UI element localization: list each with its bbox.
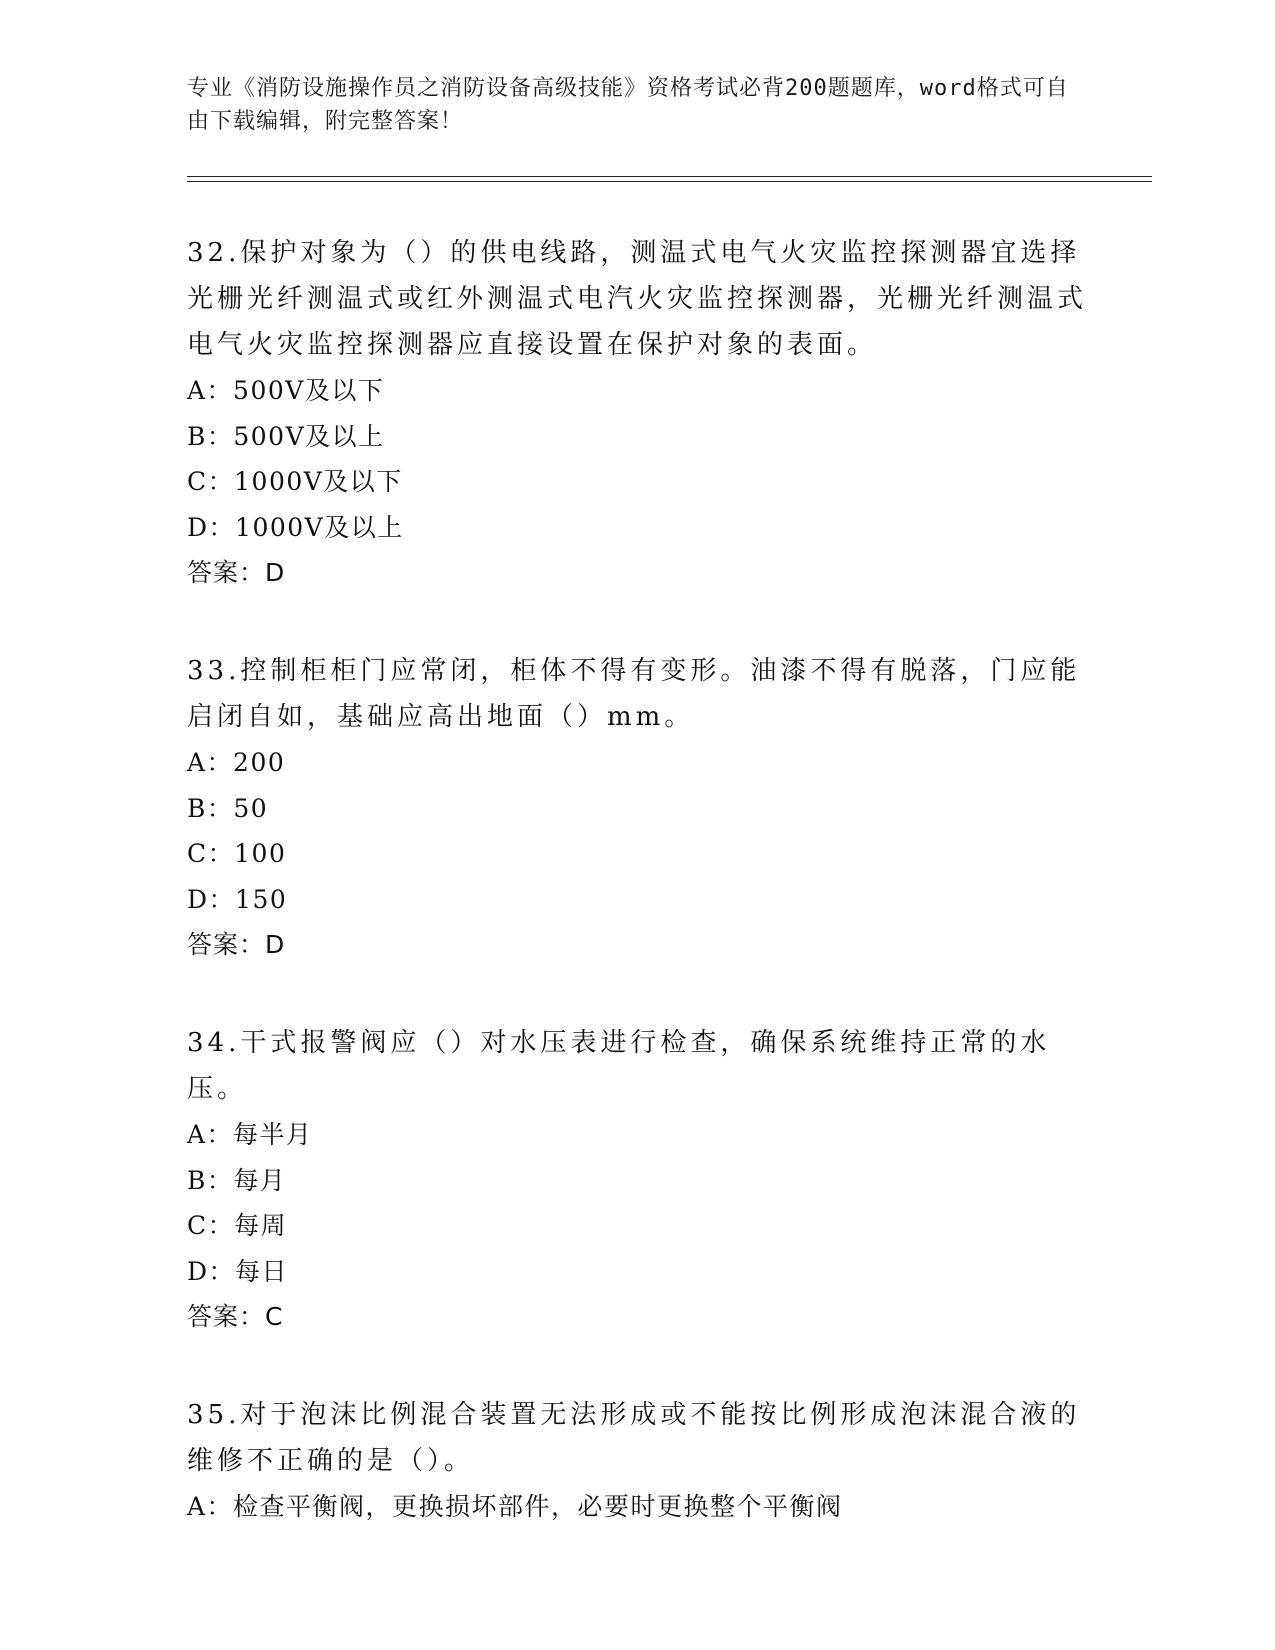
answer: 答案：D [187,558,286,587]
option-a: A：每半月 [187,1120,313,1149]
option-b: B：每月 [187,1165,287,1195]
question-33 [187,648,1087,968]
question-32 [187,230,1087,596]
option-b: B：500V及以上 [187,421,385,451]
answer: 答案：C [187,1302,284,1331]
option-a: A：200 [187,748,286,777]
option-b: B：50 [187,793,269,823]
question-list [187,230,1087,1582]
question-stem: 35.对于泡沫比例混合装置无法形成或不能按比例形成泡沫混合液的维修不正确的是（）。 [187,1400,1081,1476]
document-header: 专业《消防设施操作员之消防设备高级技能》资格考试必背200题题库，word格式可自由下载编辑，附完整答案！ [187,76,1069,134]
header-divider-line [187,176,1152,177]
question-34 [187,1020,1087,1340]
option-d: D：1000V及以上 [187,512,404,542]
question-stem: 34.干式报警阀应（）对水压表进行检查，确保系统维持正常的水压。 [187,1028,1051,1104]
option-a: A：500V及以下 [187,376,385,405]
option-c: C：100 [187,839,287,868]
question-stem: 33.控制柜柜门应常闭，柜体不得有变形。油漆不得有脱落，门应能启闭自如，基础应高出地面（）mm。 [187,656,1081,732]
question-35 [187,1392,1087,1530]
answer: 答案：D [187,930,286,959]
question-stem: 32.保护对象为（）的供电线路，测温式电气火灾监控探测器宜选择光栅光纤测温式或红外测温式电汽火灾监控探测器，光栅光纤测温式电气火灾监控探测器应直接设置在保护对象的表面。 [187,238,1088,360]
option-d: D：150 [187,884,288,914]
option-d: D：每日 [187,1256,289,1286]
option-c: C：每周 [187,1211,288,1240]
option-a: A：检查平衡阀，更换损坏部件，必要时更换整个平衡阀 [187,1492,843,1521]
option-c: C：1000V及以下 [187,467,403,496]
header-divider-line-second [187,181,1152,182]
